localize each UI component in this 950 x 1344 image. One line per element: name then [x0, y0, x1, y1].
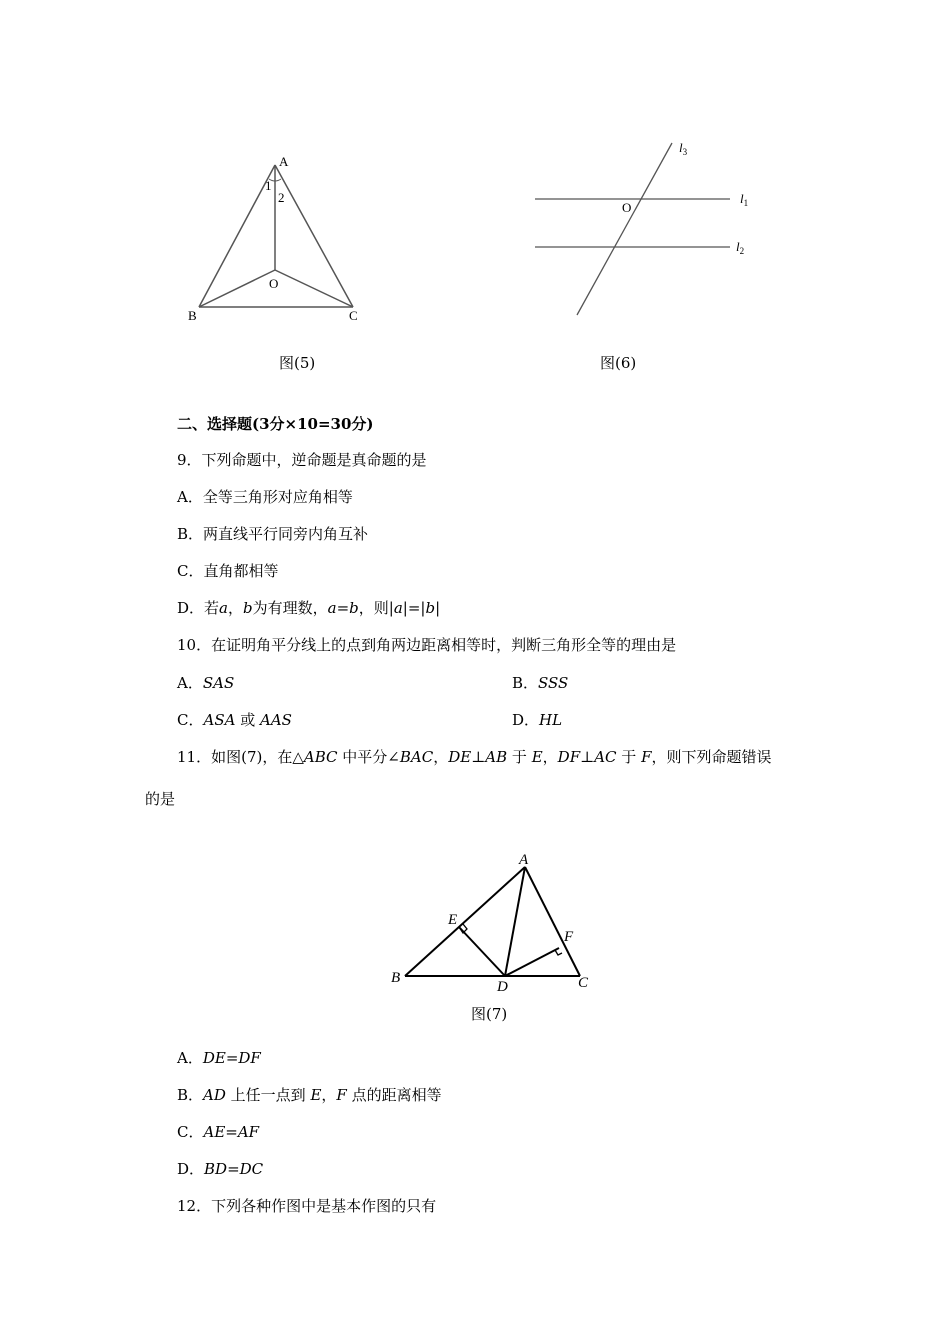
- q9-option-d: D．若a，b为有理数，a=b，则|a|=|b|: [177, 599, 441, 617]
- section-heading: 二、选择题(3分×10=30分): [177, 415, 374, 433]
- q11-option-a: A．DE=DF: [177, 1049, 261, 1067]
- fig5-label-2: 2: [278, 190, 285, 205]
- q9-option-c: C．直角都相等: [177, 562, 279, 580]
- q11-stem: 11．如图(7)，在△ABC 中平分∠BAC，DE⊥AB 于 E，DF⊥AC 于 F，则下列命题错误: [177, 748, 772, 766]
- fig7-caption: 图(7): [471, 1005, 508, 1023]
- q9-stem: 9．下列命题中，逆命题是真命题的是: [177, 451, 427, 469]
- fig6-label-l3: $l_3$: [679, 140, 688, 157]
- fig7-label-f: F: [564, 929, 574, 945]
- fig5-segment-ob: [199, 270, 275, 307]
- q10-stem: 10．在证明角平分线上的点到角两边距离相等时，判断三角形全等的理由是: [177, 636, 677, 654]
- q11-stem-line2: 的是: [145, 790, 176, 808]
- q11-option-c: C．AE=AF: [177, 1123, 260, 1141]
- fig5-side-ac: [275, 165, 353, 307]
- fig5-segment-oc: [275, 270, 353, 307]
- fig5-label-c: C: [349, 308, 358, 323]
- fig7-right-angle-f: [555, 950, 562, 955]
- fig7-label-e: E: [448, 912, 458, 928]
- fig6-caption: 图(6): [600, 354, 637, 372]
- q12-stem: 12．下列各种作图中是基本作图的只有: [177, 1197, 437, 1215]
- q10-option-b: B．SSS: [512, 674, 569, 692]
- fig7-label-c: C: [578, 975, 589, 991]
- fig7-side-ac: [525, 867, 580, 976]
- fig7-segment-de: [459, 927, 505, 976]
- fig5-label-b: B: [188, 308, 197, 323]
- fig6-label-l1: $l_1$: [740, 191, 749, 208]
- fig5-label-1: 1: [265, 178, 272, 193]
- fig7-label-a: A: [519, 852, 529, 868]
- q9-option-b: B．两直线平行同旁内角互补: [177, 525, 369, 543]
- figure-7: [385, 845, 600, 1000]
- fig5-label-a: A: [279, 154, 289, 169]
- fig5-label-o: O: [269, 276, 279, 291]
- fig6-line-l3: [577, 143, 672, 315]
- fig7-label-b: B: [391, 970, 401, 986]
- q10-option-c: C．ASA 或 AAS: [177, 711, 292, 729]
- q10-option-d: D．HL: [512, 711, 563, 729]
- fig5-side-ab: [199, 165, 275, 307]
- q10-option-a: A．SAS: [177, 674, 235, 692]
- fig5-caption: 图(5): [279, 354, 316, 372]
- q11-option-d: D．BD=DC: [177, 1160, 264, 1178]
- figure-5: [180, 145, 380, 330]
- q9-option-a: A．全等三角形对应角相等: [177, 488, 353, 506]
- figure-6: [530, 135, 760, 320]
- fig6-label-l2: $l_2$: [736, 239, 745, 256]
- fig7-segment-df: [505, 948, 559, 976]
- fig6-label-o: O: [622, 200, 632, 215]
- fig7-label-d: D: [497, 979, 508, 995]
- q11-option-b: B．AD 上任一点到 E，F 点的距离相等: [177, 1086, 442, 1104]
